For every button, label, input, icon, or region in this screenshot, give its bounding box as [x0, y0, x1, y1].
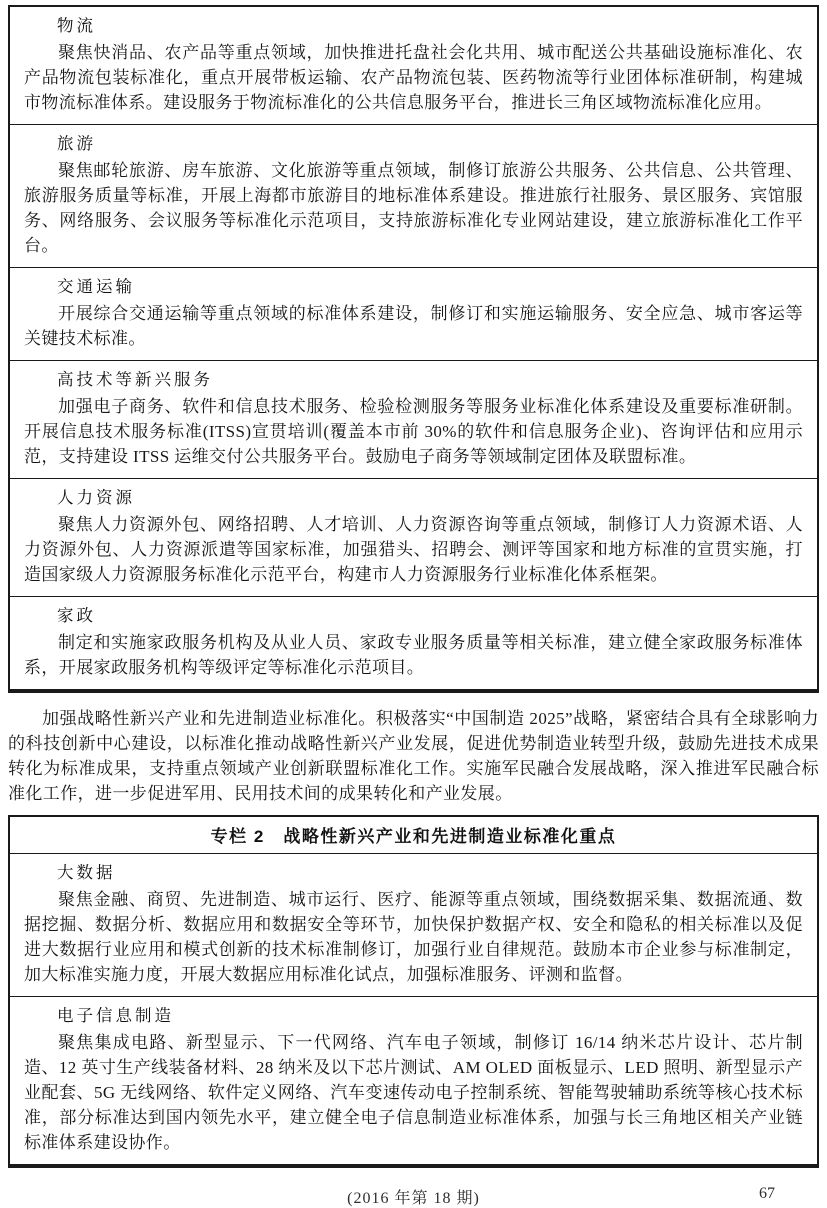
section-electronic-info-manufacturing — [10, 996, 817, 1164]
section-paragraph: 加强电子商务、软件和信息技术服务、检验检测服务等服务业标准化体系建设及重要标准研制。开展信息技术服务标准(ITSS)宣贯培训(覆盖本市前 30%的软件和信息服务企业)、咨询评估和应用示范，支持建设 ITSS 运维交付公共服务平台。鼓励电子商务等领域制定团体及联盟标准。 — [24, 397, 803, 466]
section-heading: 家政 — [57, 607, 96, 625]
key-service-areas-box — [8, 5, 819, 693]
section-heading: 高技术等新兴服务 — [57, 371, 213, 389]
section-heading: 大数据 — [57, 864, 116, 882]
section-heading: 电子信息制造 — [57, 1007, 174, 1025]
section-heading: 旅游 — [57, 135, 96, 153]
body-paragraph: 加强战略性新兴产业和先进制造业标准化。积极落实“中国制造 2025”战略，紧密结合具有全球影响力的科技创新中心建设，以标准化推动战略性新兴产业发展，促进优势制造业转型升级，鼓励先进技术成果转化为标准成果，支持重点领域产业创新联盟标准化工作。实施军民融合发展战略，深入推进军民融合标准化工作，进一步促进军用、民用技术间的成果转化和产业发展。 — [8, 709, 819, 803]
page-footer — [8, 1185, 819, 1208]
page-number: 67 — [759, 1185, 775, 1202]
column-title: 专栏 2 战略性新兴产业和先进制造业标准化重点 — [10, 817, 817, 854]
column-2-box — [8, 815, 819, 1168]
section-paragraph: 聚焦快消品、农产品等重点领域，加快推进托盘社会化共用、城市配送公共基础设施标准化、农产品物流包装标准化，重点开展带板运输、农产品物流包装、医药物流等行业团体标准研制，构建城市物流标准体系。建设服务于物流标准化的公共信息服务平台，推进长三角区域物流标准化应用。 — [24, 43, 803, 112]
section-big-data — [10, 854, 817, 996]
section-paragraph: 聚焦集成电路、新型显示、下一代网络、汽车电子领域，制修订 16/14 纳米芯片设计、芯片制造、12 英寸生产线装备材料、28 纳米及以下芯片测试、AM OLED 面板显示、LED 照明、新型显示产业配套、5G 无线网络、软件定义网络、汽车变速传动电子控制系统、智能驾驶辅助系统等核心技术标准，部分标准达到国内领先水平，建立健全电子信息制造业标准体系，加强与长三角地区相关产业链标准体系建设协作。 — [24, 1033, 803, 1152]
section-paragraph: 制定和实施家政服务机构及从业人员、家政专业服务质量等相关标准，建立健全家政服务标准体系，开展家政服务机构等级评定等标准化示范项目。 — [24, 633, 803, 677]
section-transportation — [10, 267, 817, 360]
section-tourism — [10, 124, 817, 267]
section-paragraph: 开展综合交通运输等重点领域的标准体系建设，制修订和实施运输服务、安全应急、城市客运等关键技术标准。 — [24, 304, 803, 348]
section-heading: 人力资源 — [57, 489, 135, 507]
section-hightech-services — [10, 360, 817, 478]
issue-label: (2016 年第 18 期) — [347, 1190, 480, 1207]
section-paragraph: 聚焦金融、商贸、先进制造、城市运行、医疗、能源等重点领域，围绕数据采集、数据流通、数据挖掘、数据分析、数据应用和数据安全等环节，加快保护数据产权、安全和隐私的相关标准以及促进大数据行业应用和模式创新的技术标准制修订，加强行业自律规范。鼓励本市企业参与标准制定，加大标准实施力度，开展大数据应用标准化试点，加强标准服务、评测和监督。 — [24, 890, 803, 984]
section-paragraph: 聚焦邮轮旅游、房车旅游、文化旅游等重点领域，制修订旅游公共服务、公共信息、公共管理、旅游服务质量等标准，开展上海都市旅游目的地标准体系建设。推进旅行社服务、景区服务、宾馆服务、网络服务、会议服务等标准化示范项目，支持旅游标准化专业网站建设，建立旅游标准化工作平台。 — [24, 161, 803, 255]
section-domestic-service — [10, 596, 817, 689]
section-heading: 物流 — [57, 17, 96, 35]
section-human-resources — [10, 478, 817, 596]
section-logistics — [10, 7, 817, 124]
section-heading: 交通运输 — [57, 278, 135, 296]
section-paragraph: 聚焦人力资源外包、网络招聘、人才培训、人力资源咨询等重点领域，制修订人力资源术语、人力资源外包、人力资源派遣等国家标准，加强猎头、招聘会、测评等国家和地方标准的宣贯实施，打造国家级人力资源服务标准化示范平台，构建市人力资源服务行业标准化体系框架。 — [24, 515, 803, 584]
